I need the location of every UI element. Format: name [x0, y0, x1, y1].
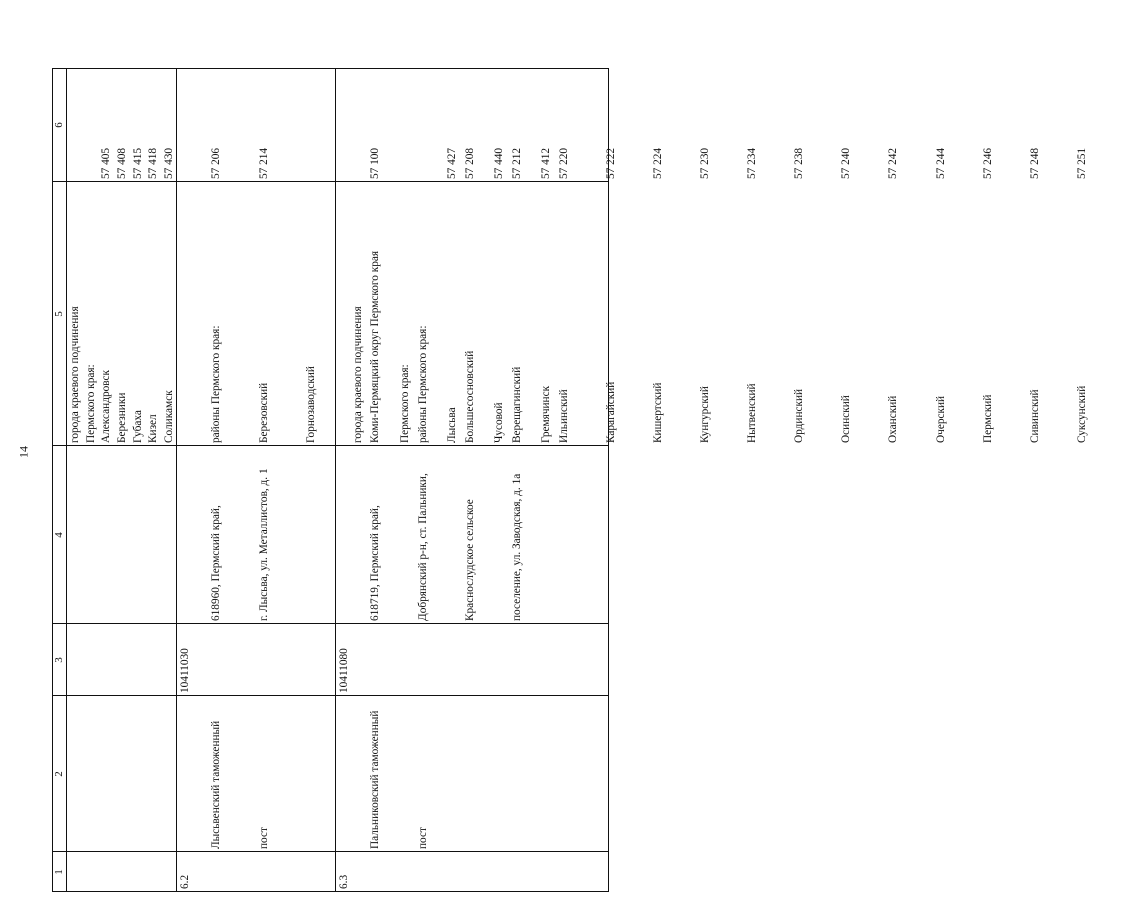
territory-item: Коми-Пермяцкий округ Пермского края	[369, 250, 382, 443]
territory-item: Кунгурский	[699, 386, 712, 443]
prev-territory-item: Кизел	[147, 414, 160, 443]
okato-code: 57 212	[510, 147, 523, 179]
okato-code: 57 222	[604, 147, 617, 179]
prev-territory-item: Пермского края:	[84, 364, 97, 443]
column-2	[52, 696, 608, 852]
header-cell-6: 6	[53, 122, 65, 128]
header-cell-5: 5	[53, 311, 65, 317]
prev-okato-code: 57 408	[116, 147, 129, 179]
row-number: 6.3	[338, 874, 350, 889]
okato-code: 57 427	[445, 147, 458, 179]
okato-code: 57 412	[540, 147, 553, 179]
territory-item: районы Пермского края:	[210, 325, 223, 443]
okato-code: 57 248	[1028, 147, 1041, 179]
prev-territory-item: города краевого подчинения	[69, 306, 81, 443]
territory-item: города краевого подчинения	[351, 306, 364, 443]
territory-item: Лысьва	[445, 407, 458, 443]
continuation-row-border	[176, 68, 177, 892]
header-cell-3: 3	[53, 657, 65, 663]
row-number: 6.2	[179, 874, 191, 889]
territory-item: Большесосновский	[463, 350, 476, 443]
territory-item: Пермский	[981, 394, 994, 443]
column-1	[52, 852, 608, 892]
prev-okato-code: 57 415	[131, 147, 144, 179]
column-3	[52, 624, 608, 696]
address-line: 618960, Пермский край,	[210, 505, 223, 621]
address-line: Добрянский р-н, ст. Пальники,	[416, 473, 429, 621]
prev-okato-code: 57 430	[163, 147, 176, 179]
customs-post-code: 10411030	[179, 648, 191, 693]
page-number: 14	[16, 446, 31, 458]
territory-item: Суксунский	[1075, 385, 1088, 443]
okato-code: 57 440	[492, 147, 505, 179]
territory-item: Ординский	[793, 388, 806, 443]
header-cell-4: 4	[53, 532, 65, 538]
territory-item: Чусовой	[492, 402, 505, 443]
territory-item: Осинский	[840, 395, 853, 443]
prev-okato-code-list	[68, 71, 178, 179]
address-line: поселение, ул. Заводская, д. 1а	[510, 473, 523, 621]
territory-item: Кишертский	[651, 382, 664, 443]
prev-territory-item: Березники	[116, 392, 129, 443]
prev-territory-list	[68, 183, 178, 443]
territory-item: Сивинский	[1028, 389, 1041, 443]
okato-code: 57 234	[746, 147, 759, 179]
header-row-border	[66, 68, 67, 892]
okato-code-list	[337, 71, 1122, 179]
address-line: 618719, Пермский край,	[369, 505, 382, 621]
prev-okato-code	[68, 71, 84, 179]
okato-code: 57 244	[934, 147, 947, 179]
header-cell-1: 1	[53, 869, 65, 875]
okato-code: 57 224	[651, 147, 664, 179]
okato-code: 57 214	[257, 147, 270, 179]
okato-code: 57 238	[793, 147, 806, 179]
customs-post-address	[337, 447, 557, 621]
territory-item: Очерский	[934, 395, 947, 443]
okato-code: 57 208	[463, 147, 476, 179]
okato-code	[416, 71, 432, 179]
header-cell-2: 2	[53, 771, 65, 777]
customs-post-address	[178, 447, 304, 621]
territory-item: Нытвенский	[746, 383, 759, 443]
territory-item: Березовский	[257, 382, 270, 443]
okato-code: 57 100	[369, 147, 382, 179]
territory-item: районы Пермского края:	[416, 325, 429, 443]
name-line: Лысьвенский таможенный	[210, 720, 223, 849]
customs-post-name	[178, 697, 304, 849]
okato-code: 57 240	[840, 147, 853, 179]
name-line: пост	[416, 827, 429, 849]
prev-territory-item: Губаха	[131, 410, 144, 443]
customs-posts-table	[52, 68, 1088, 892]
name-line: Пальниковский таможенный	[369, 710, 382, 849]
okato-code: 57 230	[699, 147, 712, 179]
territory-item: Оханский	[887, 395, 900, 443]
territory-item: Гремячинск	[540, 385, 553, 443]
name-line: пост	[257, 827, 270, 849]
okato-code: 57 206	[210, 147, 223, 179]
rotated-table-wrapper	[52, 68, 1088, 892]
okato-code	[304, 71, 320, 179]
okato-code: 57 246	[981, 147, 994, 179]
prev-territory-item: Александровск	[100, 369, 113, 443]
territory-item: Верещагинский	[510, 366, 523, 443]
territory-item: Горнозаводский	[304, 366, 317, 443]
customs-post-code: 10411080	[338, 648, 350, 693]
territory-item: Карагайский	[604, 381, 617, 443]
address-line: г. Лысьва, ул. Металлистов, д. 1	[257, 468, 270, 621]
territory-item: Пермского края:	[398, 364, 411, 443]
okato-code: 57 220	[557, 147, 570, 179]
prev-okato-code: 57 418	[147, 147, 160, 179]
prev-okato-code: 57 405	[100, 147, 113, 179]
prev-okato-code	[84, 71, 100, 179]
okato-code: 57 251	[1075, 147, 1088, 179]
territory-list	[337, 183, 1122, 443]
customs-post-name	[337, 697, 463, 849]
prev-territory-item: Соликамск	[163, 390, 176, 443]
address-line: Краснослудское сельское	[463, 499, 476, 621]
okato-code: 57 242	[887, 147, 900, 179]
territory-item: Ильинский	[557, 389, 570, 443]
